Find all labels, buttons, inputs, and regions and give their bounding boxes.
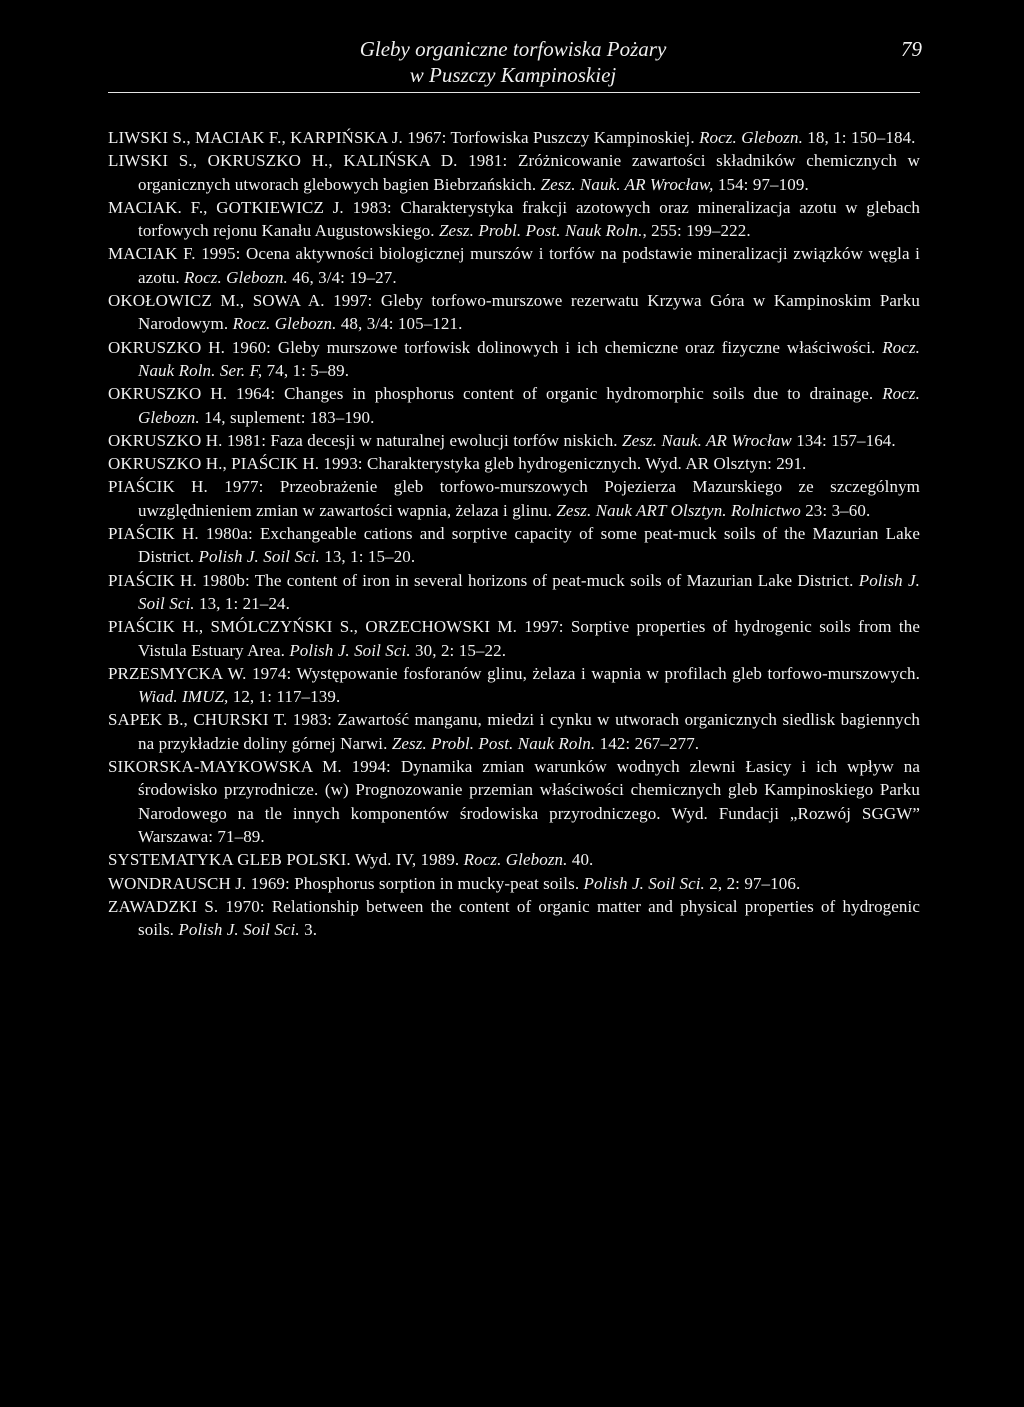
reference-year: 1983: xyxy=(352,197,392,217)
reference-journal: Zesz. Nauk ART Olsztyn. Rolnictwo xyxy=(556,500,801,520)
reference-title: Exchangeable cations and sorptive capacity of some peat-muck soils of the Mazurian Lake District. xyxy=(138,524,921,567)
reference-year: 1980b: xyxy=(202,570,250,590)
reference-title: Przeobrażenie gleb torfowo-murszowych Pojezierza Mazurskiego ze szczególnym uwzględnieniem zmian w zawartości wapnia, żelaza i glinu. xyxy=(138,477,920,520)
reference-title: Faza decesji w naturalnej ewolucji torfów niskich. xyxy=(270,430,618,450)
reference-journal: Polish J. Soil Sci. xyxy=(583,873,705,893)
reference-title: Dynamika zmian warunków wodnych zlewni Łasicy i ich wpływ na środowisko przyrodnicze. (w) Prognozowanie przemian właściwości chemicznych gleb Kampinoskiego Parku Narodowego na tle innych komponentów środowiska przyrodniczego. Wyd. Fundacji „Rozwój SGGW” Warszawa: 71–89. xyxy=(138,757,920,846)
reference-year: 1983: xyxy=(292,710,332,730)
reference-details: 12, 1: 117–139. xyxy=(232,687,341,707)
reference-title: Gleby torfowo-murszowe rezerwatu Krzywa Góra w Kampinoskim Parku Narodowym. xyxy=(138,291,920,334)
reference-year: 1977: xyxy=(224,477,264,497)
reference-entry xyxy=(108,126,920,149)
reference-year: 1981: xyxy=(226,430,267,450)
reference-journal: Wiad. IMUZ, xyxy=(138,687,229,707)
reference-details: 13, 1: 15–20. xyxy=(324,547,416,567)
reference-journal: Rocz. Nauk Roln. Ser. F, xyxy=(138,337,921,380)
reference-title: Changes in phosphorus content of organic hydromorphic soils due to drainage. xyxy=(284,384,874,404)
reference-authors: PIAŚCIK H. xyxy=(108,570,197,590)
reference-journal: Rocz. Glebozn. xyxy=(138,384,920,427)
reference-authors: OKRUSZKO H. xyxy=(108,337,225,357)
reference-authors: OKRUSZKO H. xyxy=(108,384,228,404)
reference-authors: ZAWADZKI S. xyxy=(108,896,219,916)
header-rule xyxy=(108,92,920,93)
reference-details: 154: 97–109. xyxy=(717,174,809,194)
reference-year: 1997: xyxy=(524,617,564,637)
reference-entry xyxy=(108,522,920,569)
reference-journal: Polish J. Soil Sci. xyxy=(289,640,411,660)
reference-entry xyxy=(108,452,920,475)
reference-title: Charakterystyka gleb hydrogenicznych. Wyd. AR Olsztyn: 291. xyxy=(367,454,807,474)
reference-title: Występowanie fosforanów glinu, żelaza i wapnia w profilach gleb torfowo-murszowych. xyxy=(296,663,920,683)
reference-authors: MACIAK F. xyxy=(108,244,196,264)
reference-title: Relationship between the content of organic matter and physical properties of hydrogenic soils. xyxy=(138,896,920,940)
reference-year: 1980a: xyxy=(205,524,253,544)
reference-entry xyxy=(108,242,920,289)
reference-entry xyxy=(108,196,920,243)
reference-title: Gleby murszowe torfowisk dolinowych i ich chemiczne oraz fizyczne właściwości. xyxy=(277,337,876,357)
reference-title: Torfowiska Puszczy Kampinoskiej. xyxy=(450,128,695,147)
reference-details: 40. xyxy=(571,850,594,870)
reference-authors: PIAŚCIK H. xyxy=(108,524,199,544)
reference-details: 134: 157–164. xyxy=(796,430,896,450)
reference-authors: LIWSKI S., OKRUSZKO H., KALIŃSKA D. xyxy=(108,151,458,171)
reference-title: Zawartość manganu, miedzi i cynku w utworach organicznych siedlisk bagiennych na przykładzie doliny górnej Narwi. xyxy=(138,710,920,753)
reference-authors: WONDRAUSCH J. xyxy=(108,873,247,893)
reference-journal: Zesz. Nauk. AR Wrocław xyxy=(622,430,792,450)
reference-details: 48, 3/4: 105–121. xyxy=(340,314,463,334)
reference-details: , 255: 199–222. xyxy=(642,221,751,241)
reference-year: 1994: xyxy=(351,757,391,777)
reference-title: The content of iron in several horizons of peat-muck soils of Mazurian Lake District. xyxy=(254,570,854,590)
reference-journal: Zesz. Probl. Post. Nauk Roln. xyxy=(439,221,643,241)
reference-entry xyxy=(108,615,920,662)
reference-entry xyxy=(108,708,920,755)
reference-entry xyxy=(108,149,920,196)
reference-year: 1960: xyxy=(231,337,271,357)
reference-details: 30, 2: 15–22. xyxy=(415,640,507,660)
reference-details: 2, 2: 97–106. xyxy=(709,873,801,893)
reference-journal: Polish J. Soil Sci. xyxy=(138,570,920,613)
page-number: 79 xyxy=(901,37,922,61)
reference-authors: PIAŚCIK H. xyxy=(108,477,208,497)
reference-details: 74, 1: 5–89. xyxy=(266,360,350,380)
reference-journal: Polish J. Soil Sci. xyxy=(198,547,320,567)
reference-title: Zróżnicowanie zawartości składników chemicznych w organicznych utworach glebowych bagien Biebrzańskich. xyxy=(138,151,920,194)
reference-title: Charakterystyka frakcji azotowych oraz mineralizacja azotu w glebach torfowych rejonu Kanału Augustowskiego. xyxy=(138,197,920,241)
reference-journal: Zesz. Probl. Post. Nauk Roln. xyxy=(391,733,596,753)
reference-details: 23: 3–60. xyxy=(805,500,871,520)
reference-authors: SAPEK B., CHURSKI T. xyxy=(108,710,288,730)
running-title-line1: Gleby organiczne torfowiska Pożary xyxy=(359,37,667,61)
reference-authors: MACIAK. F., GOTKIEWICZ J. xyxy=(108,197,344,217)
reference-year: 1969: xyxy=(250,873,290,893)
reference-entry xyxy=(108,289,920,336)
reference-authors: SYSTEMATYKA GLEB POLSKI. xyxy=(108,850,351,870)
reference-title: Wyd. IV, 1989. xyxy=(354,850,460,870)
reference-year: 1995: xyxy=(201,244,241,264)
reference-entry xyxy=(108,475,920,522)
reference-year: 1997: xyxy=(333,291,373,311)
reference-journal: Zesz. Nauk. AR Wrocław, xyxy=(540,174,714,194)
running-header xyxy=(108,36,918,88)
reference-entry xyxy=(108,569,920,616)
reference-entry xyxy=(108,872,920,895)
reference-journal: Rocz. Glebozn. xyxy=(232,314,337,334)
reference-entry xyxy=(108,848,920,871)
reference-authors: PRZESMYCKA W. xyxy=(108,663,247,683)
reference-year: 1981: xyxy=(468,151,508,171)
reference-entry xyxy=(108,755,920,848)
reference-details: 142: 267–277. xyxy=(599,733,700,753)
reference-authors: SIKORSKA-MAYKOWSKA M. xyxy=(108,757,342,777)
reference-year: 1974: xyxy=(252,663,292,683)
reference-journal: Rocz. Glebozn. xyxy=(463,850,568,870)
reference-entry xyxy=(108,662,920,709)
reference-authors: OKOŁOWICZ M., SOWA A. xyxy=(108,291,325,311)
reference-title: Sorptive properties of hydrogenic soils from the Vistula Estuary Area. xyxy=(138,617,920,660)
reference-year: 1993: xyxy=(323,454,363,474)
reference-entry xyxy=(108,895,920,942)
reference-title: Ocena aktywności biologicznej murszów i torfów na podstawie mineralizacji związków węgla i azotu. xyxy=(138,244,920,287)
reference-title: Phosphorus sorption in mucky-peat soils. xyxy=(294,873,580,893)
reference-journal: Rocz. Glebozn. xyxy=(699,128,803,147)
reference-journal: Rocz. Glebozn. xyxy=(184,267,288,287)
reference-entry xyxy=(108,429,920,452)
reference-year: 1967: xyxy=(407,128,447,147)
reference-journal: Polish J. Soil Sci. xyxy=(178,920,300,940)
reference-authors: PIAŚCIK H., SMÓLCZYŃSKI S., ORZECHOWSKI M. xyxy=(108,617,517,637)
reference-details: 3. xyxy=(304,920,318,940)
reference-list xyxy=(108,126,920,941)
running-title-line2: w Puszczy Kampinoskiej xyxy=(409,63,617,87)
reference-year: 1970: xyxy=(225,896,265,916)
reference-authors: LIWSKI S., MACIAK F., KARPIŃSKA J. xyxy=(108,128,403,147)
reference-details: 46, 3/4: 19–27. xyxy=(292,267,397,287)
reference-details: 18, 1: 150–184. xyxy=(807,128,916,147)
reference-entry xyxy=(108,336,920,383)
reference-authors: OKRUSZKO H., PIAŚCIK H. xyxy=(108,454,320,474)
reference-authors: OKRUSZKO H. xyxy=(108,430,223,450)
reference-year: 1964: xyxy=(235,384,276,404)
reference-entry xyxy=(108,382,920,429)
reference-details: 13, 1: 21–24. xyxy=(198,593,291,613)
reference-details: 14, suplement: 183–190. xyxy=(204,407,375,427)
